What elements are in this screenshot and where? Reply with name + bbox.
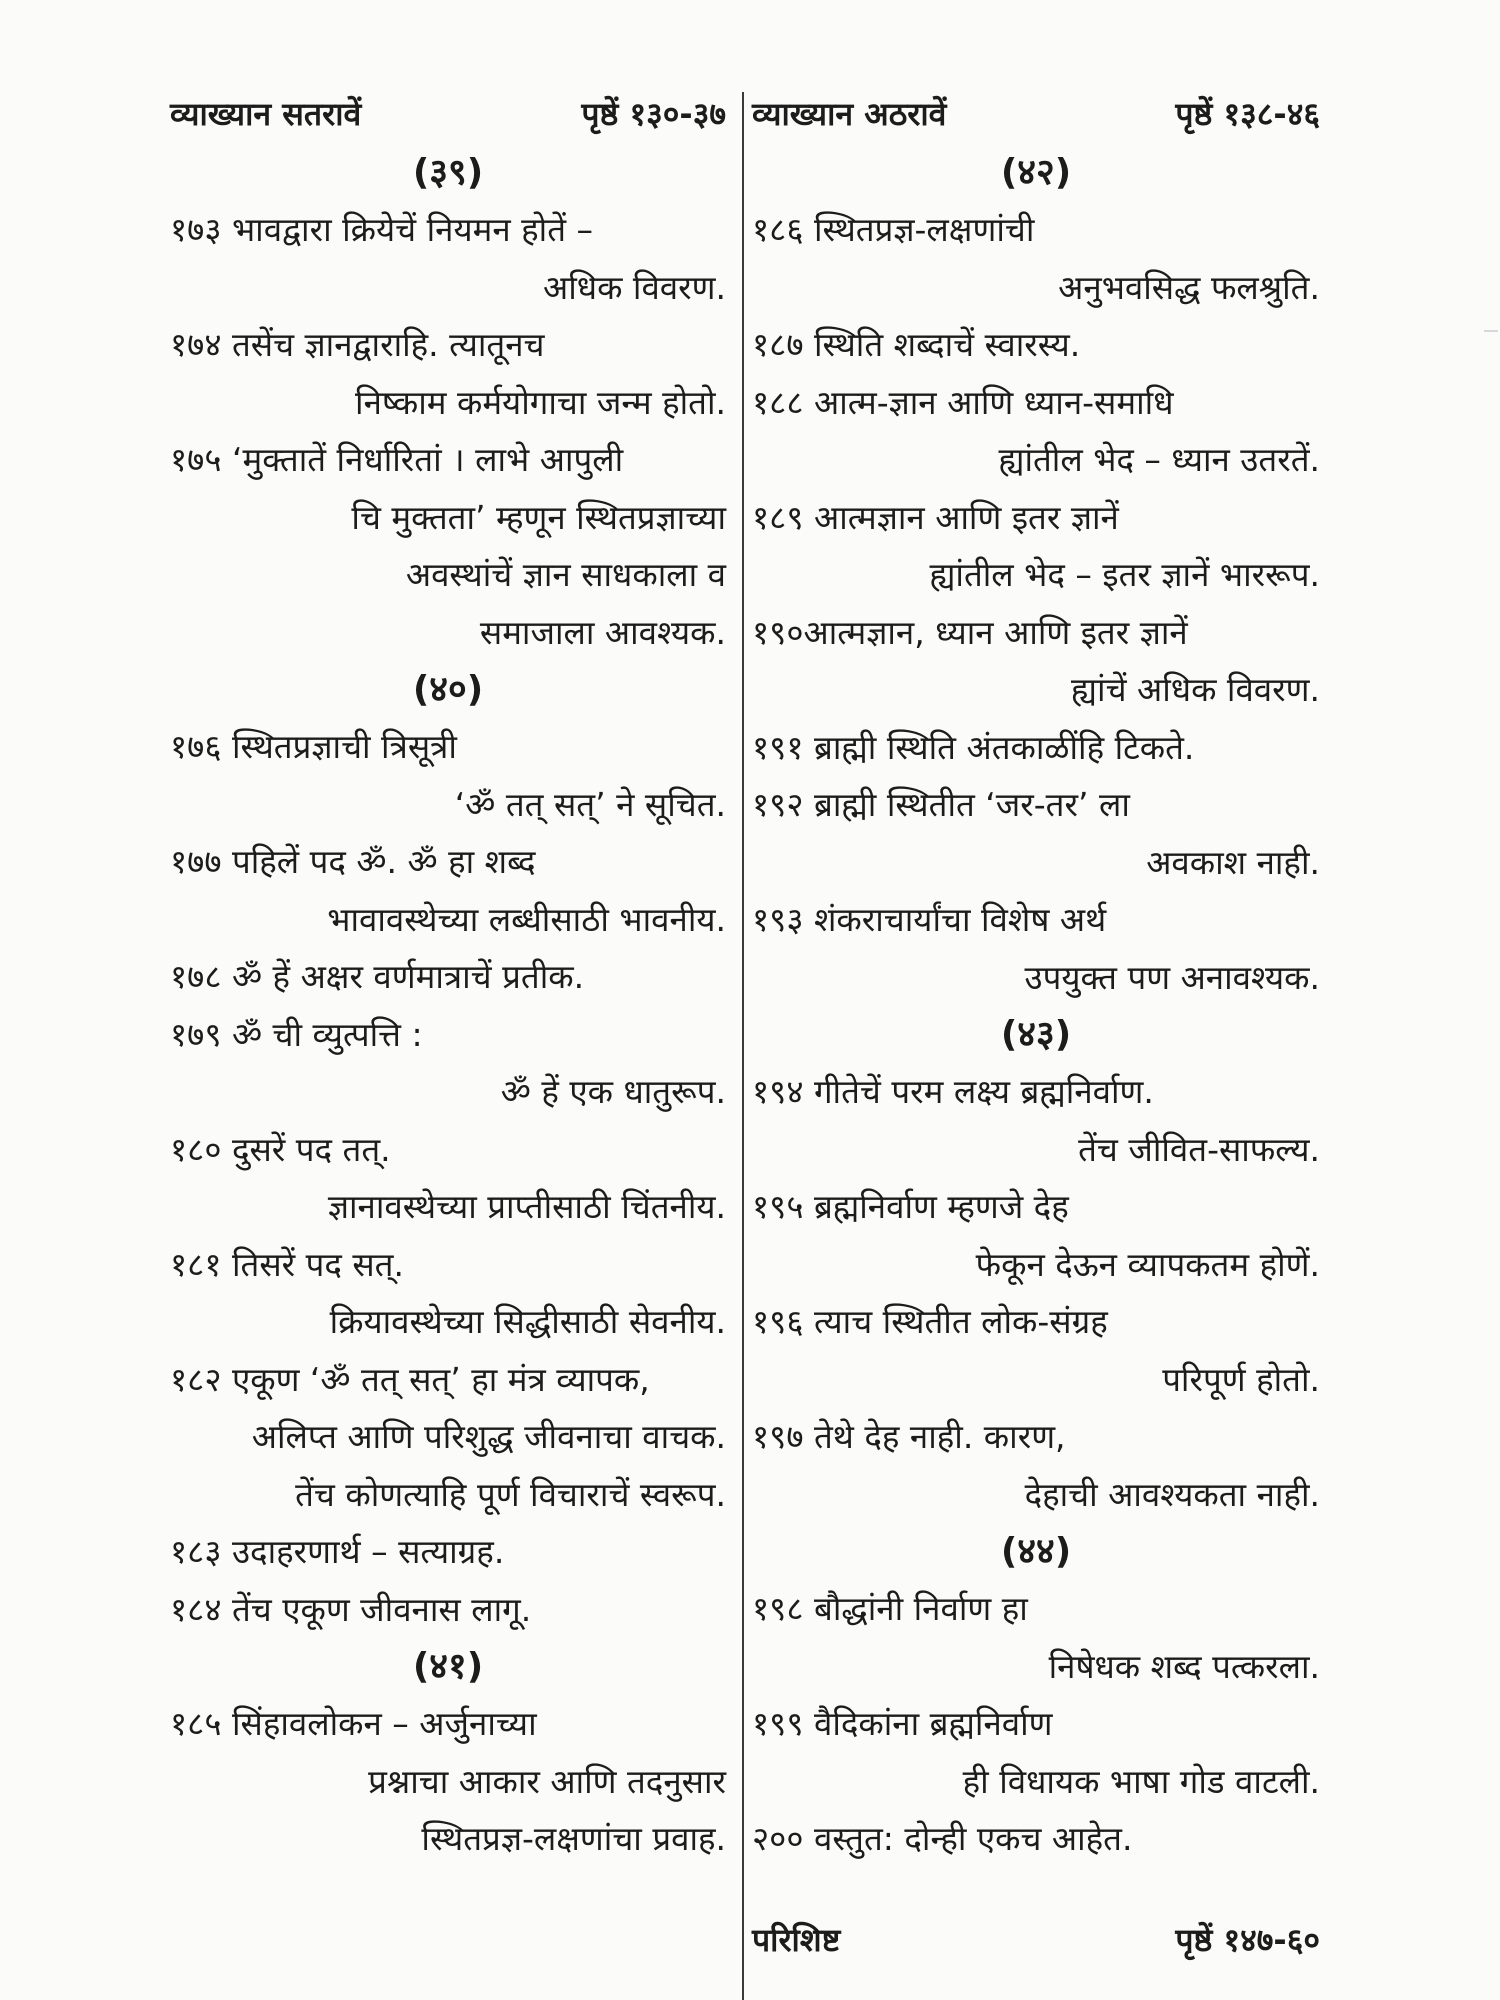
entry-line: १९०आत्मज्ञान, ध्यान आणि इतर ज्ञानें [752,612,1188,652]
index-entry [170,431,726,661]
entry-continuation-line: स्थितप्रज्ञ-लक्षणांचा प्रवाह. [421,1819,726,1858]
entry-line: १८७ स्थिति शब्दाचें स्वारस्य. [752,325,1081,364]
index-entry [170,1351,726,1524]
entry-continuation-line: समाजाला आवश्यक. [479,612,726,652]
entry-line: १८० दुसरें पद तत्. [170,1129,391,1169]
entry-continuation-line: तेंच कोणत्याहि पूर्ण विचाराचें स्वरूप. [295,1474,726,1514]
entry-continuation-line: निषेधक शब्द पत्करला. [1048,1646,1320,1686]
entry-line: १९७ तेथे देह नाही. कारण, [752,1417,1066,1456]
entry-line: १८४ तेंच एकूण जीवनास लागू. [170,1589,532,1629]
entry-line: १८६ स्थितप्रज्ञ-लक्षणांची [752,210,1035,249]
index-entry [170,316,726,431]
entry-line: १९१ ब्राह्मी स्थिति अंतकाळींहि टिकते. [752,727,1195,767]
index-entry [752,891,1320,1006]
index-entry [752,201,1320,316]
lecture-title: व्याख्यान सतरावें [170,95,362,133]
index-entry [752,1178,1320,1293]
entry-line: १७४ तसेंच ज्ञानद्वाराहि. त्यातूनच [170,325,545,364]
entry-continuation-line: अलिप्त आणि परिशुद्ध जीवनाचा वाचक. [251,1417,726,1456]
index-entry [170,1121,726,1236]
entry-line: १९२ ब्राह्मी स्थितीत ‘जर-तर’ ला [752,785,1130,824]
index-entry [170,201,726,316]
entry-line: १८५ सिंहावलोकन – अर्जुनाच्या [170,1704,537,1743]
left-column-body [170,144,726,1868]
index-entry [752,1695,1320,1810]
entry-continuation-line: ही विधायक भाषा गोड वाटली. [962,1761,1320,1801]
index-entry [752,776,1320,891]
entry-line: १८९ आत्मज्ञान आणि इतर ज्ञानें [752,497,1119,537]
left-column-header [170,92,726,144]
entry-line: १७३ भावद्वारा क्रियेचें नियमन होतें – [170,210,594,249]
entry-continuation-line: चि मुक्तता’ म्हणून स्थितप्रज्ञाच्या [351,497,726,537]
index-entry [170,1523,726,1581]
entry-line: १८२ एकूण ‘ॐ तत् सत्’ हा मंत्र व्यापक, [170,1359,650,1399]
section-number: (४३) [1000,1014,1072,1055]
entry-continuation-line: अवस्थांचें ज्ञान साधकाला व [405,555,726,594]
entry-continuation-line: क्रियावस्थेच्या सिद्धीसाठी सेवनीय. [329,1302,726,1341]
entry-continuation-line: देहाची आवश्यकता नाही. [1024,1474,1320,1514]
index-entry [752,1063,1320,1178]
entry-line: १७७ पहिलें पद ॐ. ॐ हा शब्द [170,842,536,881]
right-column-body [752,144,1320,1868]
lecture-title: व्याख्यान अठरावें [752,95,947,133]
appendix-heading [752,1918,1320,1961]
entry-line: १८८ आत्म-ज्ञान आणि ध्यान-समाधि [752,382,1174,422]
index-entry [170,1581,726,1639]
entry-line: १७५ ‘मुक्तातें निर्धारितां । लाभे आपुली [170,440,624,479]
entry-continuation-line: उपयुक्त पण अनावश्यक. [1024,957,1320,997]
entry-continuation-line: ॐ हें एक धातुरूप. [500,1072,726,1111]
entry-continuation-line: परिपूर्ण होतो. [1162,1359,1320,1399]
entry-line: १९३ शंकराचार्यांचा विशेष अर्थ [752,900,1107,939]
index-entry [170,1236,726,1351]
index-entry [752,1580,1320,1695]
entry-line: १९५ ब्रह्मनिर्वाण म्हणजे देह [752,1187,1069,1226]
right-column [752,92,1320,1868]
entry-line: १९८ बौद्धांनी निर्वाण हा [752,1589,1028,1628]
index-entry [752,1408,1320,1523]
entry-line: १७८ ॐ हें अक्षर वर्णमात्राचें प्रतीक. [170,957,585,996]
section-number: (३९) [412,152,484,193]
index-entry [170,1695,726,1868]
entry-continuation-line: अनुभवसिद्ध फलश्रुति. [1058,267,1320,307]
entry-continuation-line: ह्यांतील भेद – इतर ज्ञानें भाररूप. [929,555,1320,594]
entry-line: १८१ तिसरें पद सत्. [170,1244,404,1284]
column-divider [742,92,744,2000]
index-entry [170,833,726,948]
scan-mark [1484,330,1498,332]
entry-continuation-line: ह्यांचें अधिक विवरण. [1071,670,1320,709]
index-entry [752,719,1320,777]
entry-continuation-line: ज्ञानावस्थेच्या प्राप्तीसाठी चिंतनीय. [327,1187,726,1226]
entry-continuation-line: ह्यांतील भेद – ध्यान उतरतें. [998,440,1320,479]
section-number: (४०) [412,669,484,710]
page-range: पृष्ठें १३०-३७ [581,95,726,133]
index-entry [170,1006,726,1121]
entry-continuation-line: अधिक विवरण. [543,267,726,307]
entry-continuation-line: ‘ॐ तत् सत्’ ने सूचित. [454,784,726,824]
section-number: (४४) [1000,1531,1072,1572]
entry-line: २०० वस्तुत: दोन्ही एकच आहेत. [752,1819,1133,1858]
section-number: (४२) [1000,152,1072,193]
entry-line: १७६ स्थितप्रज्ञाची त्रिसूत्री [170,727,457,766]
entry-continuation-line: प्रश्नाचा आकार आणि तदनुसार [368,1761,726,1801]
entry-line: १९६ त्याच स्थितीत लोक-संग्रह [752,1302,1108,1341]
index-entry [752,374,1320,489]
entry-line: १७९ ॐ ची व्युत्पत्ति : [170,1014,423,1054]
index-entry [752,604,1320,719]
entry-continuation-line: भावावस्थेच्या लब्धीसाठी भावनीय. [327,899,726,939]
appendix-title: परिशिष्ट [752,1921,841,1959]
section-number: (४१) [412,1646,484,1687]
index-entry [752,1810,1320,1868]
entry-line: १९४ गीतेचें परम लक्ष्य ब्रह्मनिर्वाण. [752,1072,1154,1111]
entry-continuation-line: निष्काम कर्मयोगाचा जन्म होतो. [355,382,726,422]
right-column-header [752,92,1320,144]
index-entry [170,948,726,1006]
entry-line: १८३ उदाहरणार्थ – सत्याग्रह. [170,1532,505,1571]
index-entry [752,1293,1320,1408]
entry-continuation-line: फेकून देऊन व्यापकतम होणें. [975,1244,1320,1284]
page-range: पृष्ठें १३८-४६ [1175,95,1320,133]
entry-continuation-line: तेंच जीवित-साफल्य. [1078,1129,1320,1169]
page-range: पृष्ठें १४७-६० [1175,1921,1320,1959]
entry-continuation-line: अवकाश नाही. [1146,842,1320,882]
index-entry [170,718,726,833]
left-column [170,92,726,1868]
index-entry [752,316,1320,374]
index-entry [752,489,1320,604]
entry-line: १९९ वैदिकांना ब्रह्मनिर्वाण [752,1704,1053,1743]
